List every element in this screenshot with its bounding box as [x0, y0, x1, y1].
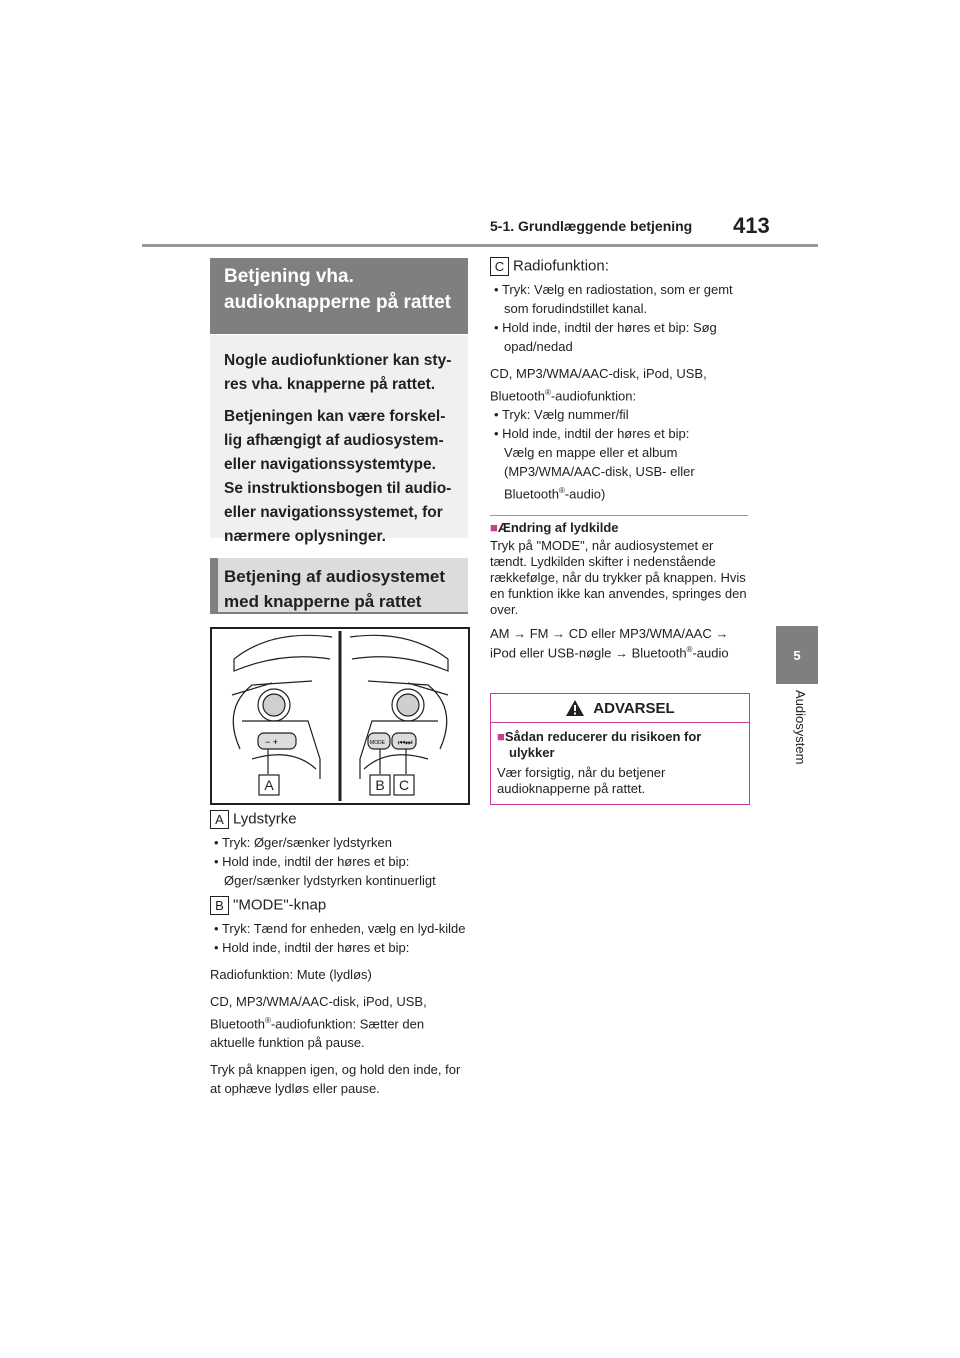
section-title: Betjening vha. audioknapperne på rattet [224, 266, 451, 313]
label-c-box: C [490, 257, 509, 276]
registered-mark: ® [558, 486, 565, 496]
bullet-item: • Tryk: Vælg nummer/fil [494, 407, 629, 423]
bullet-continuation: Øger/sænker lydstyrken kontinuerligt [224, 873, 436, 888]
bullet-text: Tryk: Vælg nummer/fil [501, 407, 629, 423]
item-a [210, 810, 470, 890]
warning-body: Vær forsigtig, når du betjener audioknapperne på rattet. [497, 765, 666, 796]
paragraph: Tryk på knappen igen, og hold den inde, for at ophæve lydløs eller pause. [210, 1062, 461, 1097]
label-b-box: B [210, 896, 229, 915]
chapter-label-text: Audiosystem [793, 690, 808, 765]
header-rule [142, 244, 818, 247]
figure-label-c: C [398, 777, 410, 793]
item-b [210, 896, 472, 1098]
svg-text:− +: − + [265, 737, 279, 747]
square-bullet-icon: ■ [490, 520, 498, 535]
paragraph: Radiofunktion: Mute (lydløs) [210, 967, 372, 982]
sequence-text: -audio [692, 645, 729, 661]
chapter-tab [776, 626, 818, 684]
chapter-number: 5 [793, 647, 801, 663]
bullet-text: Hold inde, indtil der høres et bip: [222, 940, 410, 955]
bullet-text: Vælg en mappe eller et album (MP3/WMA/AAC-disk, USB- eller Bluetooth [504, 445, 695, 502]
item-b-title: "MODE"-knap [233, 896, 327, 914]
steering-wheel-figure [210, 627, 470, 805]
registered-mark: ® [686, 645, 693, 654]
source-sequence [490, 626, 752, 661]
bullet-item: • Hold inde, indtil der høres et bip: Søg opad/nedad [494, 320, 717, 354]
bullet-item: • Tryk: Øger/sænker lydstyrken [214, 835, 392, 850]
figure-label-b: B [375, 777, 385, 793]
section-heading: 5-1. Grundlæggende betjening [490, 218, 693, 234]
warning-title: Sådan reducerer du risikoen for ulykker [504, 729, 702, 760]
label-a-box: A [210, 810, 229, 829]
intro-box [210, 335, 468, 545]
warning-box [490, 693, 750, 805]
sequence-text: AM → FM → CD eller MP3/WMA/AAC → iPod eller USB-nøgle → Bluetooth [490, 626, 729, 661]
square-bullet-icon: ■ [497, 729, 505, 744]
bullet-continuation [490, 443, 752, 503]
bullet-text: Tryk: Vælg en radiostation, som er gemt som forudindstillet kanal. [501, 282, 733, 316]
subsection-title: Betjening af audiosystemet med knapperne på rattet [224, 567, 446, 611]
svg-text:⏮⏭: ⏮⏭ [398, 738, 413, 747]
bullet-item: • Hold inde, indtil der høres et bip: [214, 940, 410, 955]
paragraph-text: -audiofunktion: [550, 388, 637, 404]
paragraph-text: -audiofunktion: Sætter den aktuelle funktion på pause. [210, 1016, 425, 1051]
item-a-title: Lydstyrke [233, 810, 297, 828]
change-source-section [490, 520, 752, 661]
bullet-item: • Tryk: Tænd for enheden, vælg en lyd-kilde [214, 921, 466, 936]
bullet-item: • Tryk: Vælg en radiostation, som er gemt som forudindstillet kanal. [494, 282, 733, 316]
bullet-text: Hold inde, indtil der høres et bip: [222, 854, 410, 869]
registered-mark: ® [264, 1016, 271, 1025]
paragraph-text: CD, MP3/WMA/AAC-disk, iPod, USB, Bluetooth [210, 994, 427, 1032]
bullet-text: -audio) [564, 486, 606, 502]
warning-header [491, 694, 749, 723]
paragraph [210, 992, 472, 1052]
intro-paragraph: Se instruktionsbogen til audio-eller navigationssystemet, for nærmere oplysninger. [224, 480, 452, 545]
section-title-box [210, 258, 468, 334]
figure-label-a: A [264, 777, 274, 793]
intro-paragraph: Nogle audiofunktioner kan sty-res vha. knapperne på rattet. [224, 352, 452, 393]
paragraph [490, 364, 752, 405]
page-number: 413 [733, 213, 770, 238]
chapter-label [784, 690, 812, 790]
warning-triangle-icon [565, 699, 585, 717]
paragraph-text: CD, MP3/WMA/AAC-disk, iPod, USB, Bluetooth [490, 366, 707, 404]
bullet-text: Hold inde, indtil der høres et bip: Søg opad/nedad [502, 320, 717, 354]
subsection-title-bar [210, 558, 468, 614]
bullet-text: Tryk: Tænd for enheden, vælg en lyd-kilde [221, 921, 466, 936]
item-c [490, 257, 752, 504]
steering-wheel-illustration [212, 629, 468, 803]
bullet-text: Tryk: Øger/sænker lydstyrken [221, 835, 392, 850]
bullet-text: Hold inde, indtil der høres et bip: [502, 426, 690, 442]
warning-heading: ADVARSEL [593, 699, 675, 717]
svg-text:MODE: MODE [370, 740, 385, 746]
divider [490, 515, 748, 516]
paragraph: Tryk på "MODE", når audiosystemet er tændt. Lydkilden skifter i nedenstående rækkefølge, når du trykker på knappen. Hvis en funktion ikke kan anvendes, springes den over. [490, 538, 747, 617]
intro-paragraph: Betjeningen kan være forskel-lig afhængigt af audiosystem-eller navigationssystemtype. [224, 408, 446, 473]
bullet-item: • Hold inde, indtil der høres et bip: [494, 426, 690, 442]
item-c-title: Radiofunktion: [513, 257, 609, 275]
bullet-item: • Hold inde, indtil der høres et bip: [214, 854, 410, 869]
subheading: Ændring af lydkilde [497, 520, 619, 535]
registered-mark: ® [544, 388, 551, 397]
